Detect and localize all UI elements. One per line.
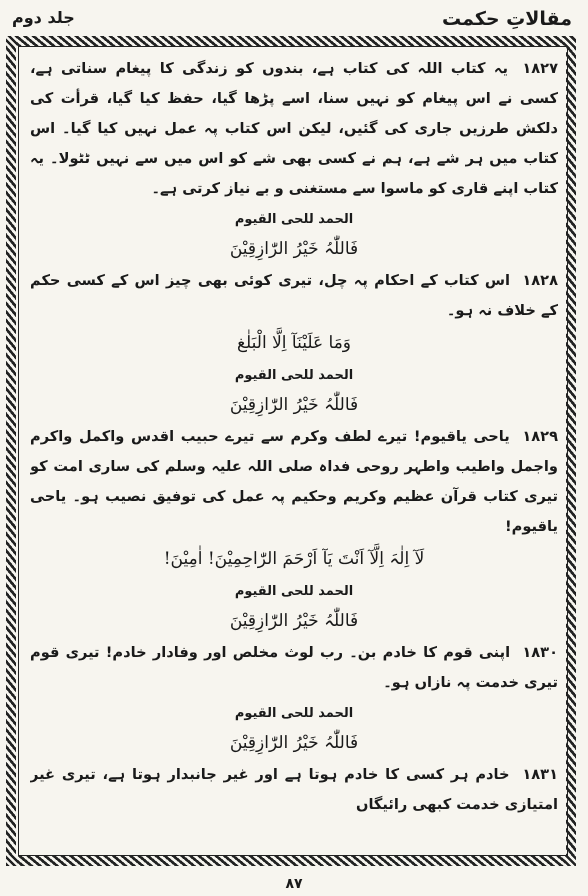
entry-text: یاحی یاقیوم! تیرے لطف وکرم سے تیرے حبیب اقدس واکمل واکرم واجمل واطیب واطہر روحی فداہ صلی اللہ علیہ وسلم کی ساری امت کو تیری کتاب قرآن عظیم وکریم وحکیم پہ عمل کی توفیق نصیب ہو۔ یاحی یاقیوم!	[30, 428, 558, 535]
entry-text: اپنی قوم کا خادم بن۔ رب لوث مخلص اور وفادار خادم! تیری قوم تیری خدمت پہ نازاں ہو۔	[30, 644, 558, 691]
arabic-verse: فَاللّٰہُ خَیْرُ الرّٰازِقِیْنَ	[229, 733, 359, 753]
arabic-verse: فَاللّٰہُ خَیْرُ الرّٰازِقِیْنَ	[229, 395, 359, 415]
page-number: ۸۷	[285, 876, 303, 892]
entry-1828	[30, 266, 558, 326]
entry-text: خادم ہر کسی کا خادم ہوتا ہے اور غیر جانبدار ہوتا ہے، تیری غیر امتیازی خدمت کبھی رائیگاں	[30, 766, 558, 813]
entry-number: ۱۸۲۹	[522, 428, 558, 445]
entry-1829	[30, 422, 558, 542]
page-header	[0, 6, 588, 36]
entry-1830	[30, 638, 558, 698]
entry-text: اس کتاب کے احکام پہ چل، تیری کوئی بھی چیز اس کے کسی حکم کے خلاف نہ ہو۔	[30, 272, 558, 319]
arabic-verse: فَاللّٰہُ خَیْرُ الرّٰازِقِیْنَ	[229, 239, 359, 259]
book-title: مقالاتِ حکمت	[441, 8, 572, 30]
hamd-heading: الحمد للحی القیوم	[234, 584, 354, 599]
arabic-dua: لَآ اِلٰہَ اِلَّآ اَنْتَ یَآ اَرْحَمَ الرّٰاحِمِیْنَ! اٰمِیْنَ!	[163, 549, 425, 569]
arabic-verse: فَاللّٰہُ خَیْرُ الرّٰازِقِیْنَ	[229, 611, 359, 631]
page-body	[30, 54, 558, 854]
hamd-heading: الحمد للحی القیوم	[234, 706, 354, 721]
entry-1827	[30, 54, 558, 204]
arabic-verse: وَمَا عَلَیْنَآ اِلَّا الْبَلٰغ	[236, 333, 352, 353]
entry-number: ۱۸۲۷	[522, 60, 558, 77]
volume-label: جلد دوم	[12, 8, 75, 27]
entry-number: ۱۸۳۱	[522, 766, 558, 783]
entry-number: ۱۸۳۰	[522, 644, 558, 661]
entry-text: یہ کتاب اللہ کی کتاب ہے، بندوں کو زندگی کا پیغام سناتی ہے، کسی نے اس پیغام کو نہیں سنا، اسے پڑھا گیا، حفظ کیا گیا، قرأت کی دلکش طرزیں جاری کی گئیں، لیکن اس کتاب پہ عمل نہیں کیا گیا۔ اس کتاب میں ہر شے ہے، ہم نے کسی بھی شے کو اس میں سے نہیں ٹٹولا۔ یہ کتاب اپنے قاری کو ماسوا سے مستغنی و بے نیاز کرتی ہے۔	[30, 60, 558, 197]
entry-1831	[30, 760, 558, 820]
hamd-heading: الحمد للحی القیوم	[234, 368, 354, 383]
hamd-heading: الحمد للحی القیوم	[234, 212, 354, 227]
entry-number: ۱۸۲۸	[522, 272, 558, 289]
